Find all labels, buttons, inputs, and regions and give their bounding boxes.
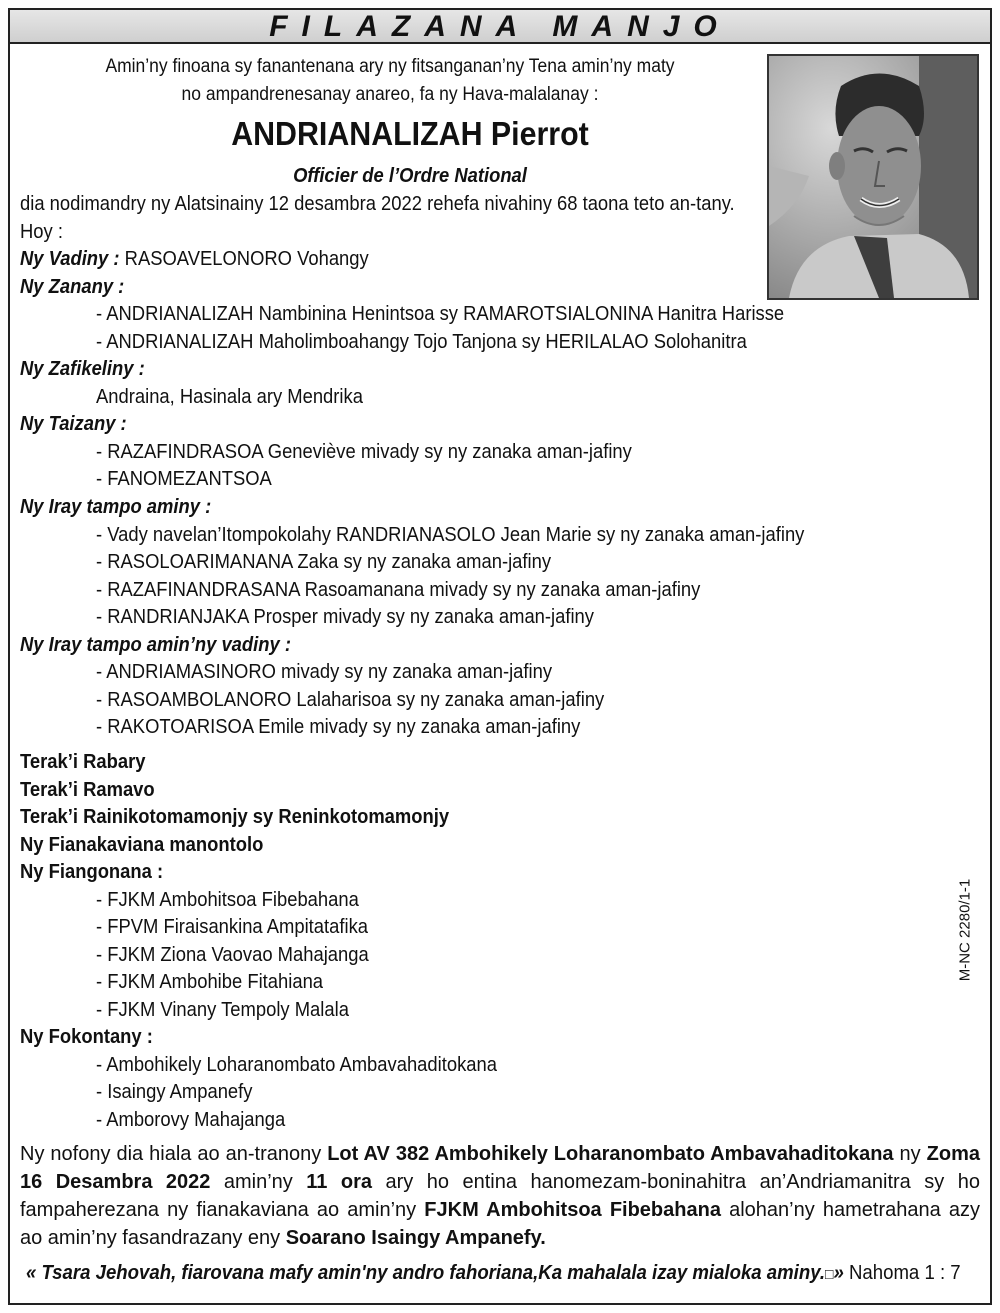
verse-reference: Nahoma 1 : 7 xyxy=(848,1262,961,1284)
list-item: - RASOAMBOLANORO Lalaharisoa sy ny zanaka aman-jafiny xyxy=(96,689,605,711)
iray-tampo-aminy-label: Ny Iray tampo aminy : xyxy=(20,496,212,518)
deceased-name: ANDRIANALIZAH Pierrot xyxy=(231,115,589,152)
list-item: - ANDRIAMASINORO mivady sy ny zanaka aman-jafiny xyxy=(96,661,553,683)
intro-line-2: no ampandrenesanay anareo, fa ny Hava-malalanay : xyxy=(181,84,599,105)
fiangonana-label: Ny Fiangonana : xyxy=(20,861,164,883)
fokontany-label: Ny Fokontany : xyxy=(20,1026,153,1048)
list-item: - Isaingy Ampanefy xyxy=(96,1081,253,1103)
list-item: - Vady navelan’Itompokolahy RANDRIANASOLO Jean Marie sy ny zanaka aman-jafiny xyxy=(96,524,805,546)
funeral-text: Ny nofony dia hiala ao an-tranony xyxy=(20,1143,328,1165)
funeral-text: alohan’ny hametrahana azy ao amin’ny fasandrazany eny xyxy=(20,1199,981,1249)
list-item: - FANOMEZANTSOA xyxy=(96,468,272,490)
group-line: Terak’i Rainikotomamonjy sy Reninkotomamonjy xyxy=(20,806,450,828)
list-item: - FJKM Vinany Tempoly Malala xyxy=(96,999,349,1021)
intro-line-1: Amin’ny finoana sy fanantenana ary ny fitsanganan’ny Tena amin’ny maty xyxy=(105,56,675,77)
iray-tampo-vadiny-label: Ny Iray tampo amin’ny vadiny : xyxy=(20,634,291,656)
burial-place: Soarano Isaingy Ampanefy. xyxy=(285,1227,546,1249)
list-item: - RAZAFINANDRASANA Rasoamanana mivady sy ny zanaka aman-jafiny xyxy=(96,579,701,601)
death-announcement: dia nodimandry ny Alatsinainy 12 desambra 2022 rehefa nivahiny 68 taona teto an-tany. xyxy=(20,193,735,215)
zafikeliny-value: Andraina, Hasinala ary Mendrika xyxy=(96,386,363,408)
funeral-text: ary ho entina hanomezam-boninahitra an’Andriamanitra sy ho fampaherezana ny fianakaviana ao amin’ny xyxy=(20,1171,980,1221)
portrait-image xyxy=(769,56,977,298)
funeral-address: Lot AV 382 Ambohikely Loharanombato Ambavahaditokana xyxy=(327,1143,894,1165)
list-item: - FPVM Firaisankina Ampitatafika xyxy=(96,916,369,938)
group-line: Terak’i Rabary xyxy=(20,751,146,773)
reference-code: M-NC 2280/1-1 xyxy=(956,878,974,982)
funeral-church: FJKM Ambohitsoa Fibebahana xyxy=(424,1199,721,1221)
group-line: Terak’i Ramavo xyxy=(20,779,155,801)
list-item: - FJKM Ambohibe Fitahiana xyxy=(96,971,324,993)
funeral-paragraph xyxy=(20,1140,980,1252)
deceased-photo xyxy=(767,54,979,300)
deceased-title: Officier de l’Ordre National xyxy=(293,165,527,187)
list-item: - FJKM Ziona Vaovao Mahajanga xyxy=(96,944,369,966)
list-item: - ANDRIANALIZAH Maholimboahangy Tojo Tanjona sy HERILALAO Solohanitra xyxy=(96,331,747,353)
list-item: - FJKM Ambohitsoa Fibebahana xyxy=(96,889,359,911)
vadiny-value: RASOAVELONORO Vohangy xyxy=(124,248,369,270)
group-line: Ny Fianakaviana manontolo xyxy=(20,834,264,856)
hoy-label: Hoy : xyxy=(20,221,63,243)
funeral-date: Zoma 16 Desambra 2022 xyxy=(20,1143,980,1193)
verse-text: « Tsara Jehovah, fiarovana mafy amin'ny andro fahoriana,Ka mahalala izay mialoka aminy. xyxy=(26,1262,826,1284)
vadiny-row xyxy=(20,248,369,271)
funeral-text: amin’ny xyxy=(210,1171,307,1193)
list-item: - RAZAFINDRASOA Geneviève mivady sy ny zanaka aman-jafiny xyxy=(96,441,632,463)
funeral-text: ny xyxy=(893,1143,927,1165)
vadiny-label: Ny Vadiny : xyxy=(20,248,120,270)
zanany-label: Ny Zanany : xyxy=(20,276,125,298)
list-item: - RASOLOARIMANANA Zaka sy ny zanaka aman-jafiny xyxy=(96,551,552,573)
verse-close: » xyxy=(833,1262,849,1284)
list-item: - Amborovy Mahajanga xyxy=(96,1109,286,1131)
list-item: - RANDRIANJAKA Prosper mivady sy ny zanaka aman-jafiny xyxy=(96,606,595,628)
list-item: - ANDRIANALIZAH Nambinina Henintsoa sy RAMAROTSIALONINA Hanitra Harisse xyxy=(96,303,785,325)
funeral-time: 11 ora xyxy=(306,1171,373,1193)
zafikeliny-label: Ny Zafikeliny : xyxy=(20,358,145,380)
verse-glyph: □ xyxy=(825,1266,834,1283)
taizany-label: Ny Taizany : xyxy=(20,413,127,435)
list-item: - RAKOTOARISOA Emile mivady sy ny zanaka aman-jafiny xyxy=(96,716,581,738)
bible-verse xyxy=(26,1262,961,1285)
notice-header: FILAZANA MANJO xyxy=(8,8,992,44)
list-item: - Ambohikely Loharanombato Ambavahaditokana xyxy=(96,1054,497,1076)
